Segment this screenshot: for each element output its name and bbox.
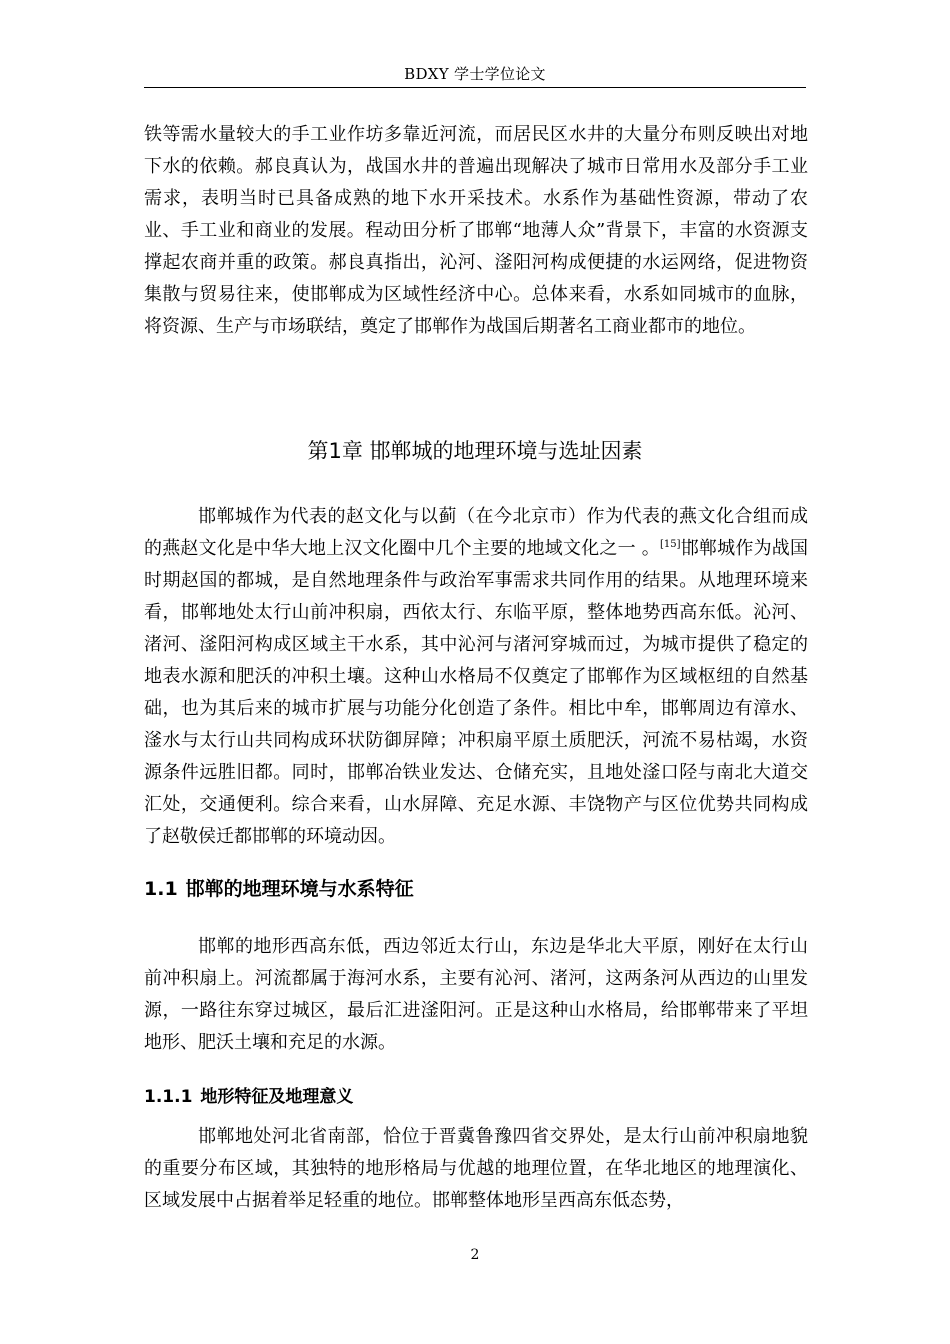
subsection-title: 地形特征及地理意义 — [200, 1087, 354, 1107]
paragraph-chapter-intro-part1: 邯郸城作为代表的赵文化与以蓟（在今北京市）作为代表的燕文化合组而成的燕赵文化是中华大地上汉文化圈中几个主要的地域文化之一 。 — [144, 506, 808, 559]
running-header: BDXY 学士学位论文 — [404, 65, 546, 83]
paragraph-chapter-intro — [144, 501, 808, 853]
subsection-heading — [144, 1083, 806, 1111]
citation-marker: [15] — [659, 539, 681, 550]
paragraph-chapter-intro-part2: 邯郸城作为战国时期赵国的都城，是自然地理条件与政治军事需求共同作用的结果。从地理环境来看，邯郸地处太行山前冲积扇，西依太行、东临平原，整体地势西高东低。沁河、渚河、滏阳河构成区域主干水系，其中沁河与渚河穿城而过，为城市提供了稳定的地表水源和肥沃的冲积土壤。这种山水格局不仅奠定了邯郸作为区域枢纽的自然基础，也为其后来的城市扩展与功能分化创造了条件。相比中牟，邯郸周边有漳水、滏水与太行山共同构成环状防御屏障；冲积扇平原土质肥沃，河流不易枯竭，水资源条件远胜旧都。同时，邯郸冶铁业发达、仓储充实，且地处滏口陉与南北大道交汇处，交通便利。综合来看，山水屏障、充足水源、丰饶物产与区位优势共同构成了赵敬侯迁都邯郸的环境动因。 — [144, 538, 809, 847]
chapter-heading: 第1章 邯郸城的地理环境与选址因素 — [307, 439, 643, 463]
section-heading — [144, 874, 806, 904]
paragraph-section-intro: 邯郸的地形西高东低，西边邻近太行山，东边是华北大平原，刚好在太行山前冲积扇上。河流都属于海河水系，主要有沁河、渚河，这两条河从西边的山里发源，一路往东穿过城区，最后汇进滏阳河。正是这种山水格局，给邯郸带来了平坦地形、肥沃土壤和充足的水源。 — [144, 936, 808, 1053]
paragraph-terrain: 邯郸地处河北省南部，恰位于晋冀鲁豫四省交界处，是太行山前冲积扇地貌的重要分布区域，其独特的地形格局与优越的地理位置，在华北地区的地理演化、区域发展中占据着举足轻重的地位。邯郸整体地形呈西高东低态势， — [144, 1126, 808, 1211]
header-rule — [144, 87, 806, 88]
page-number: 2 — [470, 1247, 480, 1263]
subsection-number: 1.1.1 — [144, 1087, 193, 1107]
paragraph-water-system-summary: 铁等需水量较大的手工业作坊多靠近河流，而居民区水井的大量分布则反映出对地下水的依赖。郝良真认为，战国水井的普遍出现解决了城市日常用水及部分手工业需求，表明当时已具备成熟的地下水开采技术。水系作为基础性资源，带动了农业、手工业和商业的发展。程动田分析了邯郸“地薄人众”背景下，丰富的水资源支撑起农商并重的政策。郝良真指出，沁河、滏阳河构成便捷的水运网络，促进物资集散与贸易往来，使邯郸成为区域性经济中心。总体来看，水系如同城市的血脉，将资源、生产与市场联结，奠定了邯郸作为战国后期著名工商业都市的地位。 — [144, 124, 808, 337]
section-title: 邯郸的地理环境与水系特征 — [185, 878, 414, 900]
section-number: 1.1 — [144, 878, 178, 900]
